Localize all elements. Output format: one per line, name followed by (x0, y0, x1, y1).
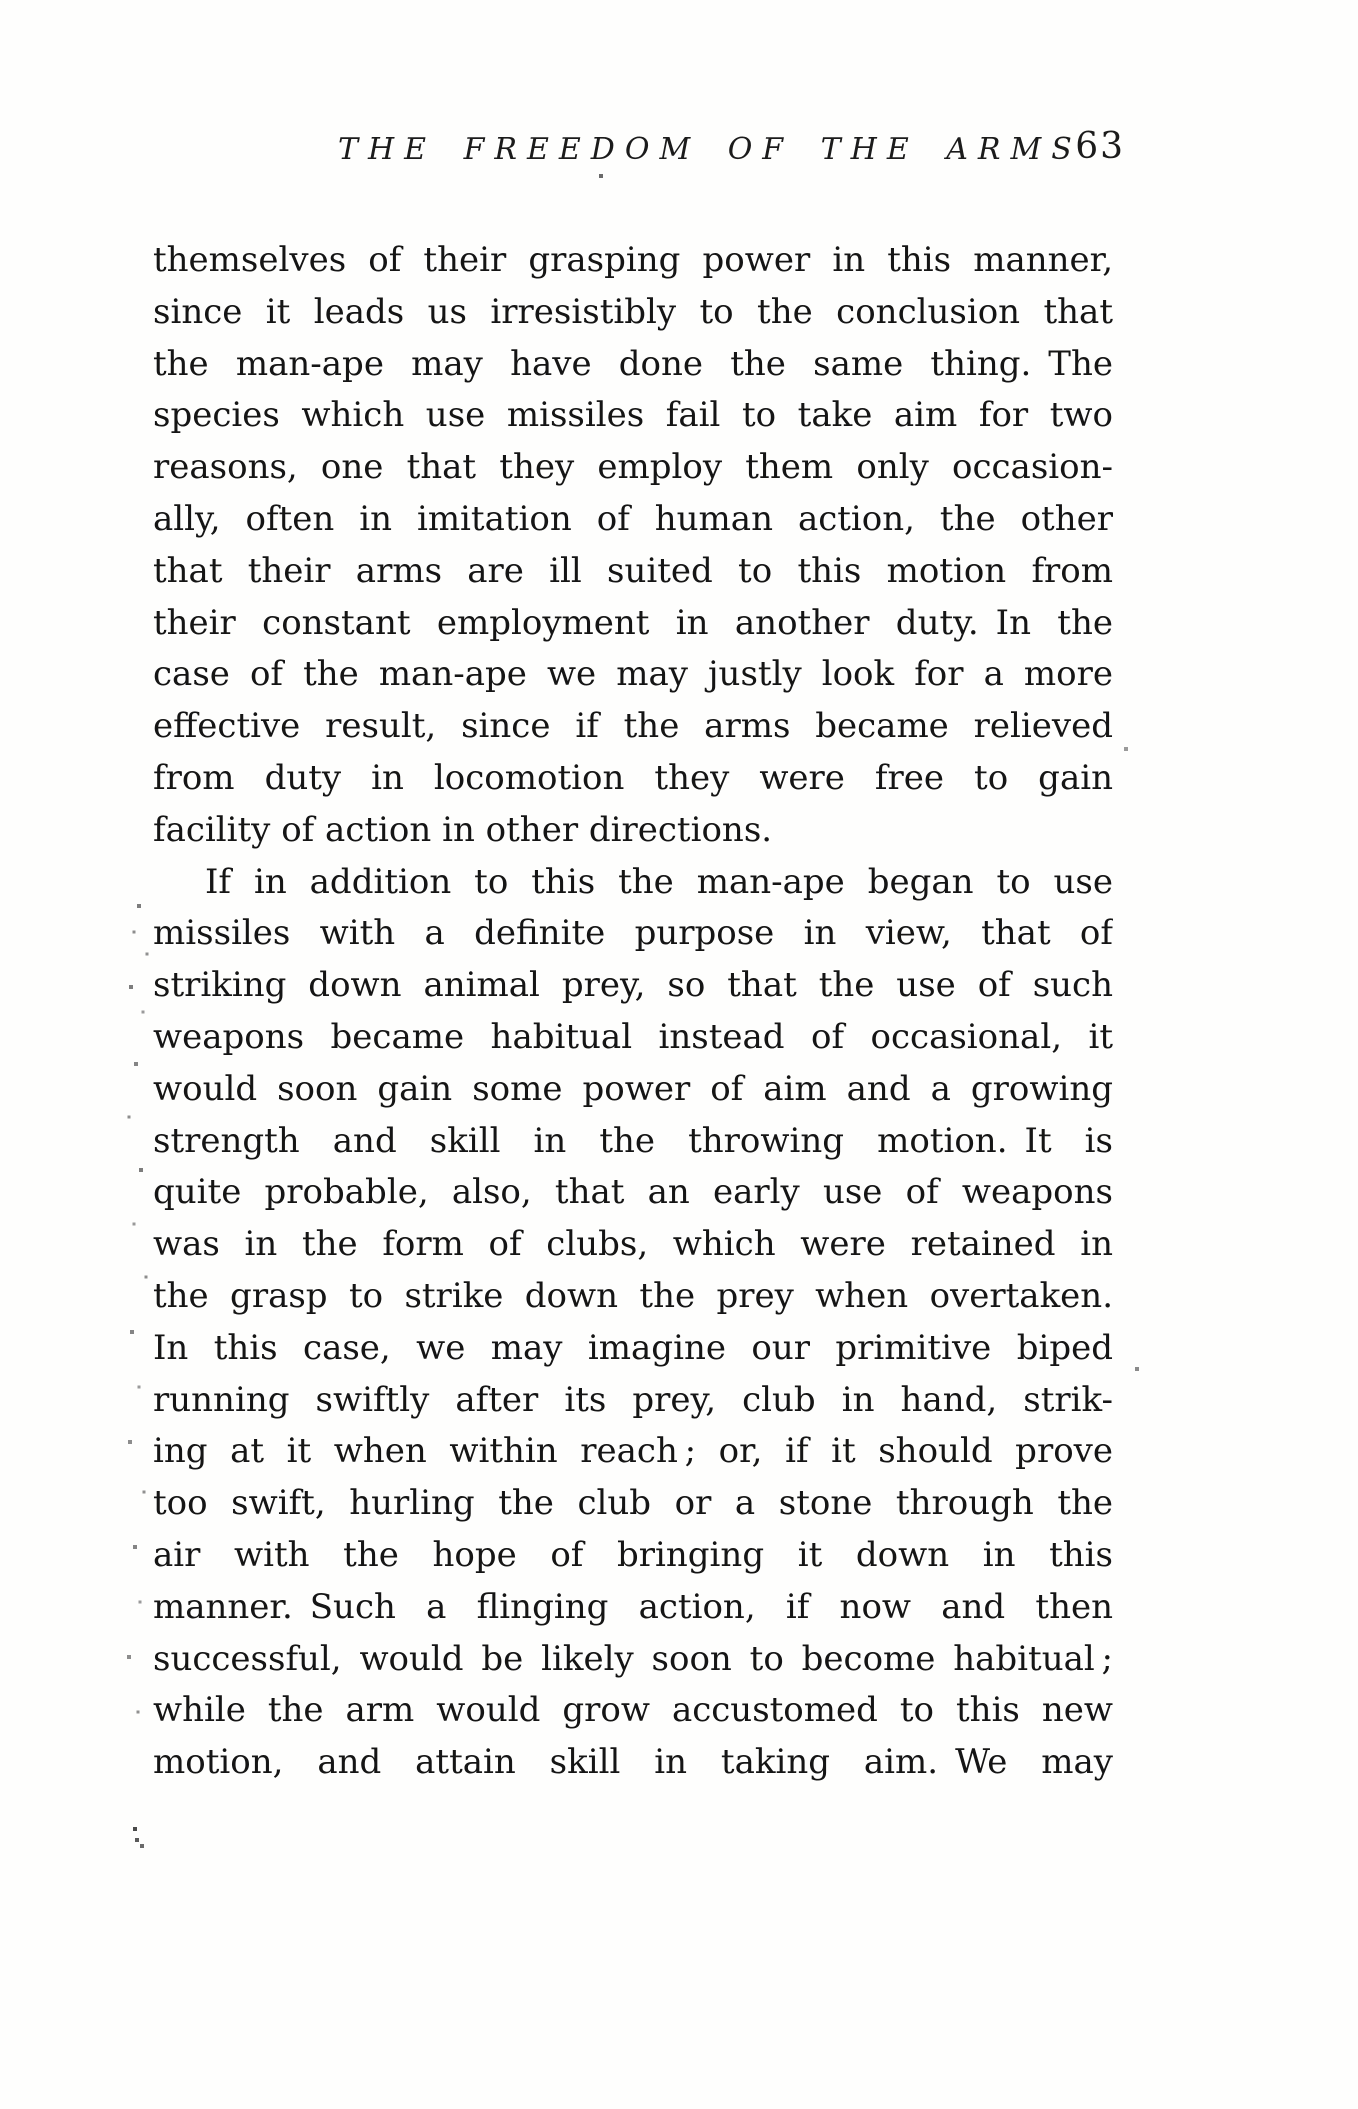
running-header (153, 126, 1125, 176)
text-line: If in addition to this the man-ape began to use (205, 861, 1113, 902)
text-line: would soon gain some power of aim and a growing (153, 1068, 1113, 1109)
text-line: running swiftly after its prey, club in hand, strik- (153, 1379, 1113, 1420)
text-line: strength and skill in the throwing motion. It is (153, 1120, 1113, 1161)
body-text (153, 235, 1113, 1789)
text-line: successful, would be likely soon to become habitual ; (153, 1638, 1113, 1679)
text-line: the man-ape may have done the same thing. The (153, 343, 1113, 384)
text-line: striking down animal prey, so that the use of such (153, 965, 1113, 1006)
text-line: from duty in locomotion they were free to gain (153, 757, 1113, 798)
scan-speckles (0, 0, 2, 2)
text-line: manner. Such a flinging action, if now and then (153, 1586, 1113, 1627)
text-line: their constant employment in another duty. In the (153, 602, 1113, 643)
text-line: facility of action in other directions. (153, 809, 773, 850)
text-line: that their arms are ill suited to this motion from (153, 550, 1113, 591)
text-line: In this case, we may imagine our primitive biped (153, 1327, 1113, 1368)
text-line: case of the man-ape we may justly look for a more (153, 654, 1113, 695)
text-line: was in the form of clubs, which were retained in (153, 1224, 1113, 1265)
text-line: themselves of their grasping power in this manner, (153, 240, 1113, 280)
chapter-title: THE FREEDOM OF THE ARMS (338, 132, 1082, 167)
text-line: motion, and attain skill in taking aim. We may (153, 1742, 1113, 1783)
text-line: quite probable, also, that an early use of weapons (153, 1172, 1113, 1213)
text-line: while the arm would grow accustomed to this new (153, 1690, 1113, 1731)
text-line: weapons became habitual instead of occasional, it (153, 1016, 1113, 1057)
text-line: since it leads us irresistibly to the conclusion that (153, 291, 1113, 332)
text-line: effective result, since if the arms became relieved (153, 706, 1113, 747)
text-line: too swift, hurling the club or a stone through the (153, 1483, 1113, 1524)
text-line: ally, often in imitation of human action, the other (153, 498, 1113, 539)
text-line: the grasp to strike down the prey when overtaken. (153, 1275, 1113, 1316)
text-line: ing at it when within reach ; or, if it should prove (153, 1431, 1113, 1472)
text-line: reasons, one that they employ them only occasion- (153, 447, 1113, 488)
text-line: air with the hope of bringing it down in this (153, 1534, 1113, 1575)
text-line: missiles with a definite purpose in view, that of (153, 913, 1113, 954)
text-line: species which use missiles fail to take aim for two (153, 395, 1113, 436)
page-number: 63 (1075, 126, 1125, 167)
